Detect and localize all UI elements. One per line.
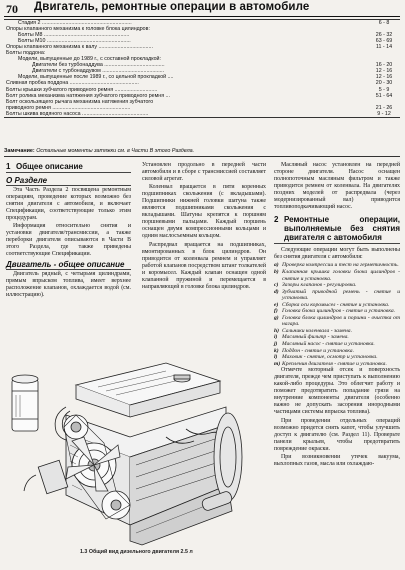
procedure-key: а) (274, 262, 279, 269)
section-2-title: Ремонтные операции, выполняемые без снятия двигателя с автомобиля (284, 215, 400, 243)
procedure-key: l) (274, 354, 278, 361)
procedure-text: Зубчатый приводной ремень - снятие и установка. (282, 288, 400, 302)
spec-label: Болты шкива водяного насоса ............................................. (6, 110, 149, 117)
procedure-key: b) (274, 268, 279, 275)
procedure-key: c) (274, 282, 279, 289)
spec-label: Болты поддона: (6, 50, 46, 57)
spec-value: 16 - 20 (375, 62, 393, 69)
column-2 (142, 162, 266, 292)
procedure-list (274, 262, 400, 367)
spec-label: Двигатели без турбонаддува ......................................... (32, 62, 165, 69)
spec-label: Сливная пробка поддона ............................................... (6, 80, 139, 87)
procedure-text: Крепления двигателя - снятие и установка. (282, 360, 387, 367)
spec-label: Опоры клапанного механизма к валу ..................................... (6, 44, 153, 51)
paragraph: Распредвал вращается на подшипниках, вмонтированных в блок цилиндров. Он приводится от коленвала ремнем и управляет работой клапанов посредством штанг толкателей и коромысел. Каждый клапан оснащен одной клапанной пружиной и перемещается в направляющей в головке блока цилиндров. (142, 241, 266, 290)
spec-label: Болты М8 .......................................................... (18, 32, 130, 39)
procedure-key: h) (274, 327, 279, 334)
procedure-item (274, 315, 400, 328)
procedure-text: Сборка оси коромысел - снятие и установка. (282, 301, 390, 308)
subheading-rule (6, 269, 131, 270)
paragraph: При проведении отдельных операций возможно придется снять капот, чтобы улучшить доступ к двигателю (см. Раздел 11). Проверьте панели крыльев, чтобы предотвратить повреждение окраски. (274, 417, 400, 452)
paragraph: При возникновении утечек вакуума, выхлопных газов, масла или охлаждаю- (274, 453, 400, 467)
paragraph: Эта Часть Раздела 2 посвящена ремонтным операциям, проведение которых возможно без снятия двигателя с автомобиля, и включает Спецификации, соответствующие только этим процедурам. (6, 187, 131, 222)
spec-value: 11 - 14 (375, 44, 393, 51)
spec-label: Болты М10 ......................................................... (18, 38, 131, 45)
section-1-rule (6, 172, 131, 173)
page-number: 70 (6, 2, 18, 16)
spec-value: 26 - 32 (375, 32, 393, 39)
procedure-key: e) (274, 301, 279, 308)
subheading-rule (6, 185, 131, 186)
spec-value: 63 - 69 (375, 38, 393, 45)
spec-label: Болт оскользящего рычага механизма натяжения зубчатого (6, 98, 154, 105)
procedure-text: Клапанная крышка головки блока цилиндров - снятие и установка. (282, 268, 400, 282)
engine-illustration (6, 345, 262, 557)
spec-value: 9 - 12 (377, 110, 391, 117)
section-2-number: 2 (274, 215, 279, 225)
spec-note-text: Остальные моменты затяжки см. в Части В этого Раздела. (34, 148, 195, 154)
procedure-text: Проверка компрессии и тест на герметичность. (282, 262, 399, 269)
spec-note-label: Замечание: (4, 148, 35, 154)
section-2-rule (274, 243, 400, 244)
spec-label: Болты крышки зубчатого приводного ремня ............................. (6, 86, 158, 93)
spec-label: Болт ролика механизма натяжения зубчатого приводного ремня ... (6, 92, 170, 99)
subheading-about-section: О Разделе (6, 176, 48, 185)
paragraph: Установлен продольно в передней части автомобиля и в сборе с трансмиссией составляет силовой агрегат. (142, 162, 266, 183)
spec-note (4, 148, 400, 154)
column-3 (274, 162, 400, 469)
torque-spec-table (4, 19, 400, 118)
spec-label: Модели, выпущенные до 1989 г., с составной прокладкой: (18, 56, 161, 63)
procedure-key: k) (274, 347, 279, 354)
paragraph: Двигатель рядный, с четырьмя цилиндрами, прямым впрыском топлива, имеет верхнее расположение клапанов, охлаждается водой (см. иллюстрацию). (6, 270, 131, 298)
spec-label: Двигатели с турбонаддувом .......................................... (32, 68, 165, 75)
procedure-key: f) (274, 308, 278, 315)
page-title: Двигатель, ремонтные операции в автомобиле (34, 1, 310, 13)
procedure-item (274, 289, 400, 302)
procedure-text: Головка блока цилиндров и поршни - очистка от нагара. (282, 314, 400, 328)
spec-value: 5 - 9 (378, 86, 390, 93)
spec-label: приводного ремня ..................................................... (6, 104, 131, 111)
column-1 (6, 162, 131, 300)
note-rule (4, 156, 400, 157)
section-1-heading (6, 162, 131, 171)
spec-value: 6 - 8 (378, 20, 390, 26)
spec-value: 12 - 16 (375, 74, 393, 81)
procedure-text: Масляный насос - снятие и установка. (282, 340, 375, 347)
procedure-item (274, 269, 400, 282)
section-1-number: 1 (6, 162, 11, 171)
section-1-title: Общее описание (16, 162, 83, 171)
paragraph: Следующие операции могут быть выполнены без снятия двигателя с автомобиля: (274, 247, 400, 261)
procedure-text: Головка блока цилиндров - снятие и установка. (282, 308, 396, 315)
procedure-key: i) (274, 334, 278, 341)
figure-caption: 1.3 Общий вид дизельного двигателя 2.5 л (80, 549, 193, 555)
spec-label: Стадия 2 ............................................................. (18, 20, 132, 26)
spec-value: 12 - 16 (375, 68, 393, 75)
engine-drawing-svg (6, 345, 262, 557)
spec-value: 21 - 26 (375, 104, 393, 111)
header-rule (4, 16, 400, 17)
procedure-text: Зазоры клапанов - регулировка. (282, 282, 357, 289)
procedure-text: Маховик - снятие, осмотр и установка. (282, 354, 378, 361)
spec-value: 20 - 30 (375, 80, 393, 87)
paragraph: Информация относительно снятия и установки двигателя/трансмиссии, а также переборки двигателя описываются в Части В этого Раздела, где также приведены соответствующие Спецификации. (6, 223, 131, 258)
spec-label: Опоры клапанного механизма к головке блока цилиндров: (6, 26, 150, 33)
procedure-key: j) (274, 340, 278, 347)
spec-row (4, 111, 400, 117)
section-2-heading (274, 215, 400, 242)
procedure-item (274, 361, 400, 368)
procedure-key: g) (274, 314, 279, 321)
procedure-text: Сальники коленвала - замена. (282, 327, 352, 334)
paragraph: Отмечте моторный отсек и поверхность двигателя, прежде чем приступать к выполнению какой-либо процедуры. Это облегчит работу и поможет предотвратить попадание грязи на внутренние компоненты двигателя (особенно важно не допускать засорения инородными частицами системы впрыска топлива). (274, 367, 400, 416)
paragraph: Коленвал вращается в пяти коренных подшипниках скольжения (с вкладышами). Подшипники нижней головки шатуна также являются подшипниками скольжения с вкладышами. Шатуны крепятся к поршням поршневыми пальцами. Каждый поршень оснащен двумя компрессионными кольцами и одним маслосъемным кольцом. (142, 184, 266, 240)
subheading-engine-general: Двигатель - общее описание (6, 259, 125, 269)
spec-value: 51 - 64 (375, 92, 393, 99)
procedure-text: Масляный фильтр - замена. (282, 334, 349, 341)
procedure-key: m) (274, 360, 281, 367)
paragraph: Масляный насос установлен на передней стороне двигателя. Насос оснащен полнопоточным масляным фильтром и также приводится ремнем от коленвала. На двигателях поздних моделей от распредвала (через модернизированный вал) приводится топливоподкачивающий насос. (274, 162, 400, 211)
spec-label: Модели, выпущенные после 1989 г., со цельной прокладкой .... (18, 74, 174, 81)
oil-filter-drawing (12, 375, 38, 431)
procedure-text: Поддон - снятие и установка. (282, 347, 354, 354)
procedure-key: d) (274, 288, 279, 295)
